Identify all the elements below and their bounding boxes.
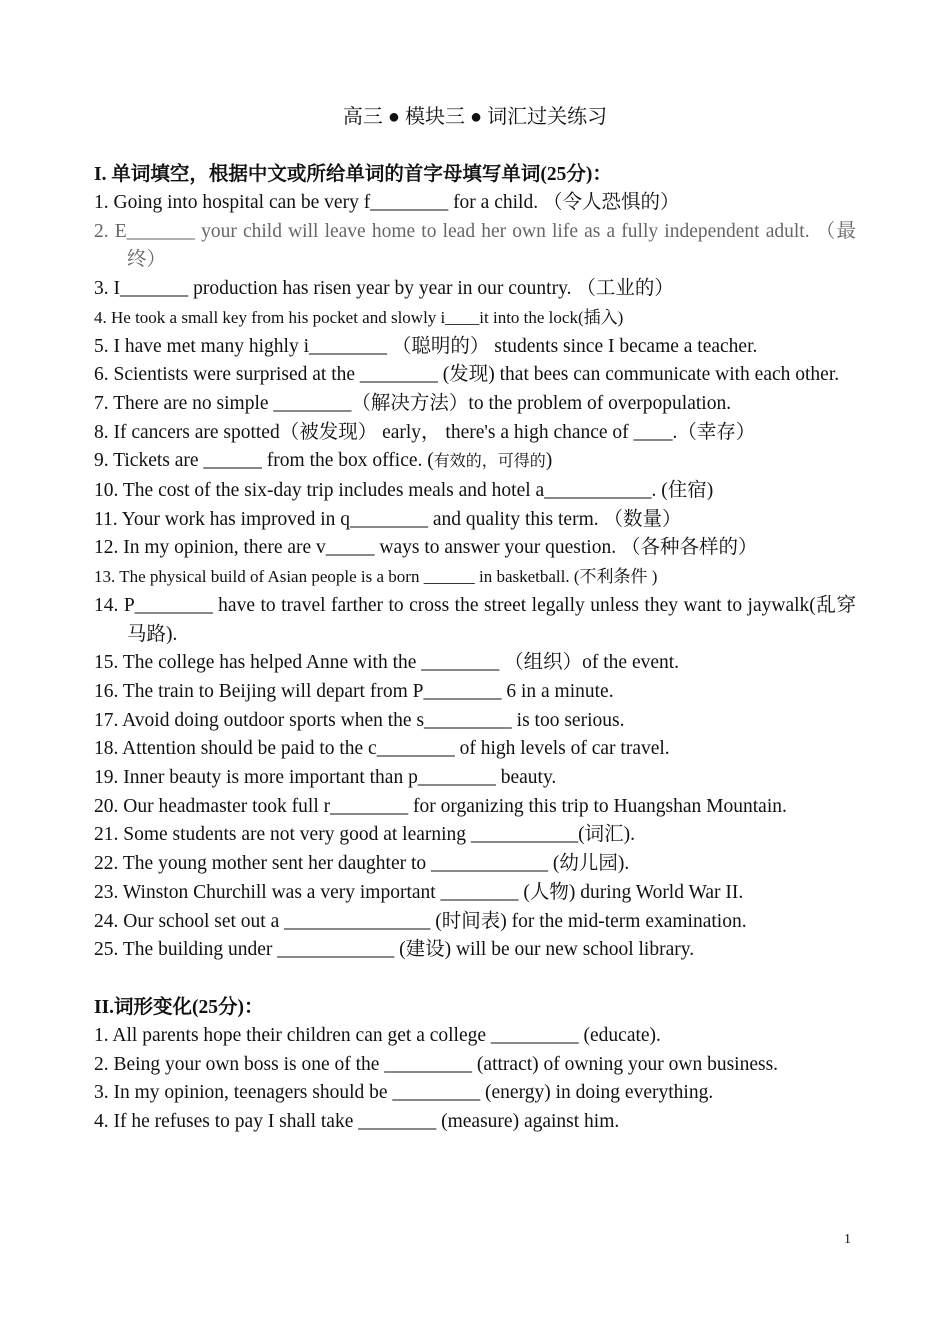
- exercise-item: 1. All parents hope their children can get a college _________ (educate).: [94, 1024, 661, 1046]
- exercise-item: 18. Attention should be paid to the c________ of high levels of car travel.: [94, 738, 670, 760]
- exercise-item: 10. The cost of the six-day trip includes meals and hotel a___________. (住宿): [94, 480, 714, 502]
- item-text: 9. Tickets are ______ from the box office. (: [94, 450, 434, 472]
- exercise-item: 22. The young mother sent her daughter to ____________ (幼儿园).: [94, 853, 630, 875]
- exercise-item: 2. Being your own boss is one of the _________ (attract) of owning your own business.: [94, 1053, 779, 1075]
- exercise-item: 3. I_______ production has risen year by year in our country. （工业的）: [94, 278, 674, 300]
- exercise-item: 3. In my opinion, teenagers should be _________ (energy) in doing everything.: [94, 1082, 714, 1104]
- exercise-item: 5. I have met many highly i________ （聪明的） students since I became a teacher.: [94, 335, 758, 357]
- page-title: 高三 ● 模块三 ● 词汇过关练习: [342, 106, 608, 128]
- section-spacer: [94, 965, 856, 993]
- exercise-item: 19. Inner beauty is more important than p________ beauty.: [94, 767, 557, 789]
- exercise-item: 4. He took a small key from his pocket and slowly i____it into the lock(插入): [94, 307, 624, 327]
- exercise-item: 6. Scientists were surprised at the ________ (发现) that bees can communicate with each other.: [94, 364, 840, 386]
- exercise-item: 2. E_______ your child will leave home to lead her own life as a fully independent adult. （最终）: [94, 220, 856, 271]
- page-number: 1: [844, 1232, 851, 1247]
- exercise-item: 11. Your work has improved in q________ and quality this term. （数量）: [94, 508, 682, 530]
- exercise-item: 21. Some students are not very good at learning ___________(词汇).: [94, 824, 636, 846]
- section-1-heading: I. 单词填空，根据中文或所给单词的首字母填写单词(25分)：: [94, 164, 612, 185]
- exercise-item: 24. Our school set out a _______________ (时间表) for the mid-term examination.: [94, 910, 747, 932]
- exercise-item: 1. Going into hospital can be very f________ for a child. （令人恐惧的）: [94, 192, 680, 213]
- exercise-item: 8. If cancers are spotted（被发现） early， there's a high chance of ____.（幸存）: [94, 421, 756, 443]
- item-tail: ): [545, 450, 553, 472]
- exercise-item: 23. Winston Churchill was a very important ________ (人物) during World War II.: [94, 881, 744, 903]
- exercise-item: 7. There are no simple ________（解决方法）to the problem of overpopulation.: [94, 392, 732, 414]
- exercise-item: 4. If he refuses to pay I shall take ________ (measure) against him.: [94, 1111, 620, 1133]
- exercise-item: 12. In my opinion, there are v_____ ways to answer your question. （各种各样的）: [94, 537, 758, 559]
- exercise-item: 13. The physical build of Asian people is a born ______ in basketball. (不利条件 ): [94, 567, 658, 587]
- exercise-item: 20. Our headmaster took full r________ for organizing this trip to Huangshan Mountain.: [94, 795, 787, 817]
- exercise-item: 15. The college has helped Anne with the ________ （组织）of the event.: [94, 652, 680, 674]
- exercise-item: 17. Avoid doing outdoor sports when the s_________ is too serious.: [94, 709, 625, 731]
- exercise-item: 16. The train to Beijing will depart from P________ 6 in a minute.: [94, 680, 614, 702]
- worksheet-page: [94, 100, 856, 1137]
- exercise-item: 14. P________ have to travel farther to cross the street legally unless they want to jaywalk(乱穿马路).: [94, 594, 856, 645]
- exercise-item: 25. The building under ____________ (建设) will be our new school library.: [94, 939, 695, 961]
- item-hint: 有效的，可得的: [433, 453, 546, 471]
- section-2-heading: II.词形变化(25分)：: [94, 996, 264, 1018]
- exercise-item: [94, 447, 856, 477]
